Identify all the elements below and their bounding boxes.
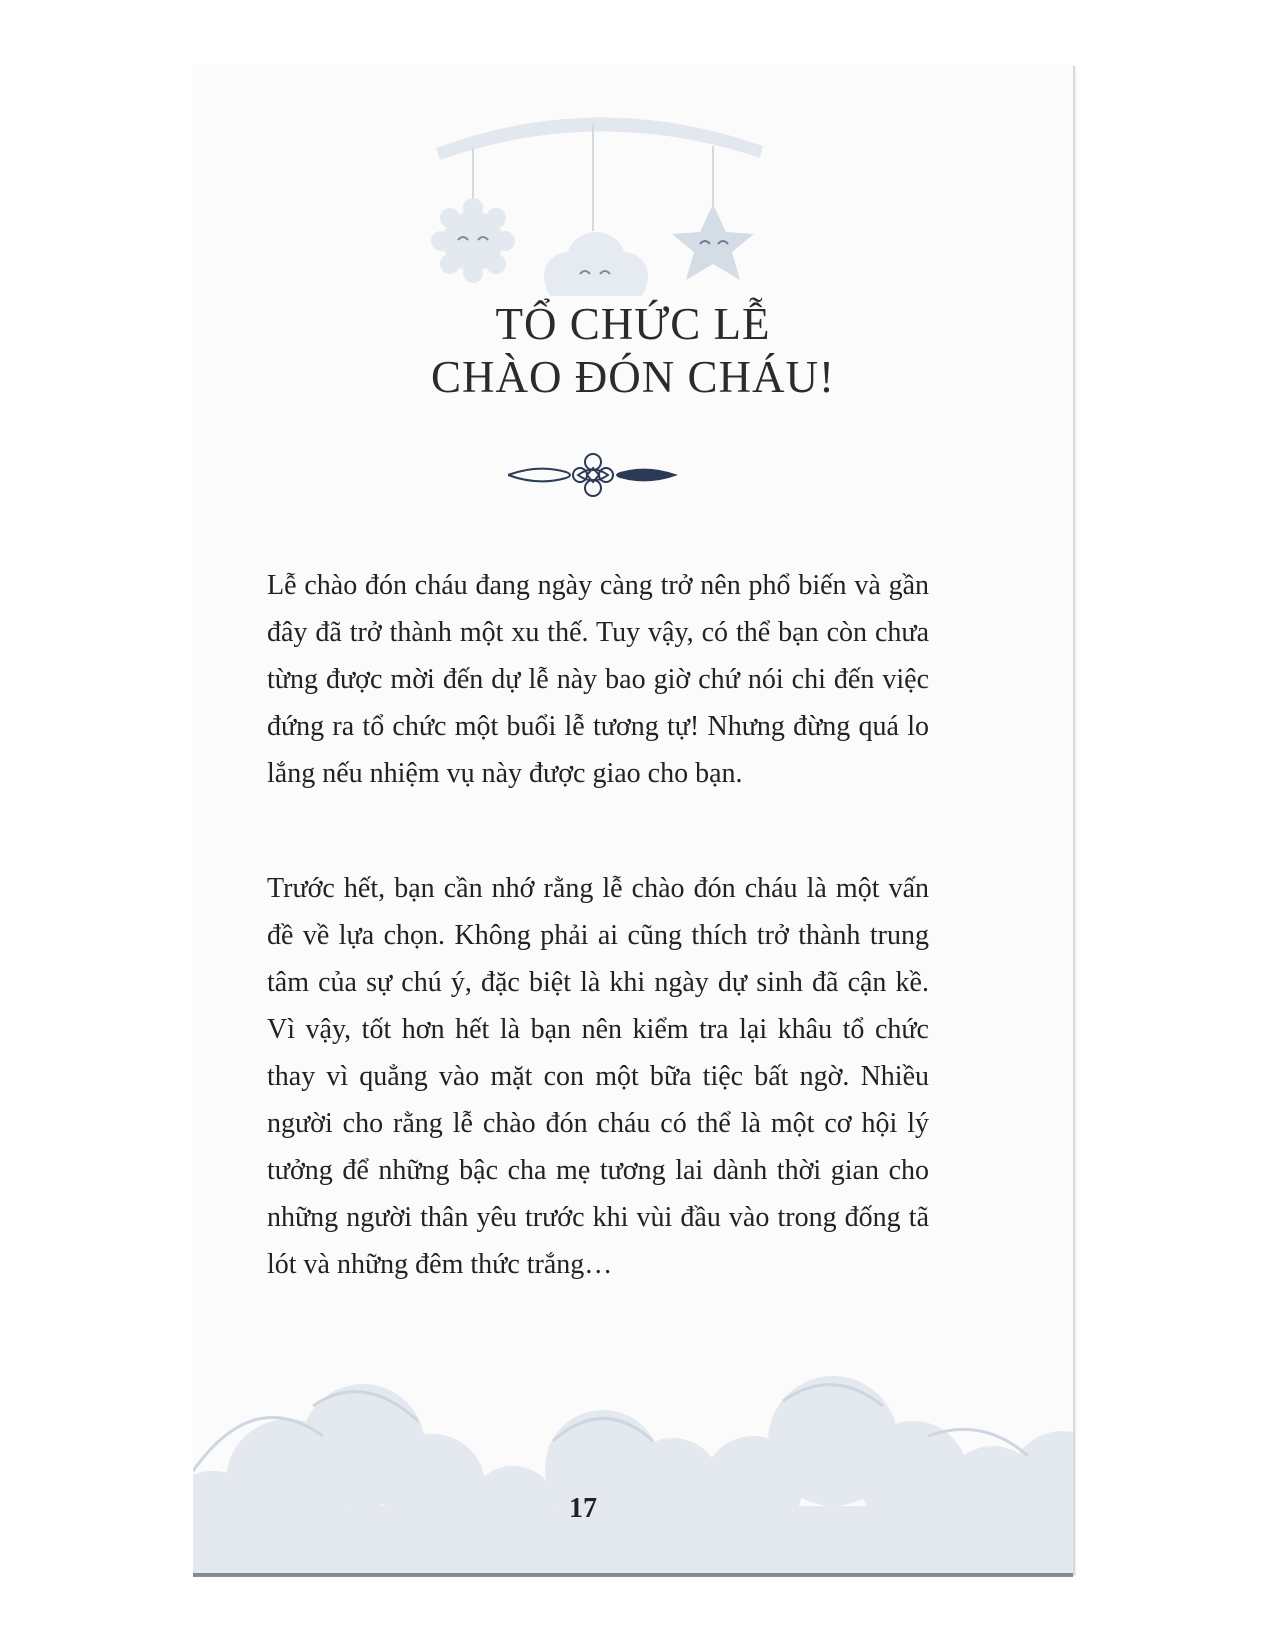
paragraph-1: Lễ chào đón cháu đang ngày càng trở nên phổ biến và gần đây đã trở thành một xu thế. Tuy vậy, có thể bạn còn chưa từng được mời đến dự lễ này bao giờ chứ nói chi đến việc đứng ra tổ chức một buổi lễ tương tự! Nhưng đừng quá lo lắng nếu nhiệm vụ này được giao cho bạn.	[267, 570, 929, 789]
title-line-2: CHÀO ĐÓN CHÁU!	[431, 352, 835, 402]
page-number: 17	[569, 1493, 597, 1524]
paragraph-2: Trước hết, bạn cần nhớ rằng lễ chào đón cháu là một vấn đề về lựa chọn. Không phải ai cũng thích trở thành trung tâm của sự chú ý, đặc biệt là khi ngày dự sinh đã cận kề. Vì vậy, tốt hơn hết là bạn nên kiểm tra lại khâu tổ chức thay vì quẳng vào mặt con một bữa tiệc bất ngờ. Nhiều người cho rằng lễ chào đón cháu có thể là một cơ hội lý tưởng để những bậc cha mẹ tương lai dành thời gian cho những người thân yêu trước khi vùi đầu vào trong đống tã lót và những đêm thức trắng…	[267, 873, 929, 1280]
baby-mobile-icon	[428, 96, 788, 296]
title-line-1: TỔ CHỨC LỄ	[495, 299, 771, 349]
book-page	[193, 66, 1075, 1576]
flourish-divider-icon	[508, 450, 678, 500]
page-bottom-edge	[193, 1573, 1073, 1577]
cloud-border-icon	[193, 1376, 1073, 1576]
